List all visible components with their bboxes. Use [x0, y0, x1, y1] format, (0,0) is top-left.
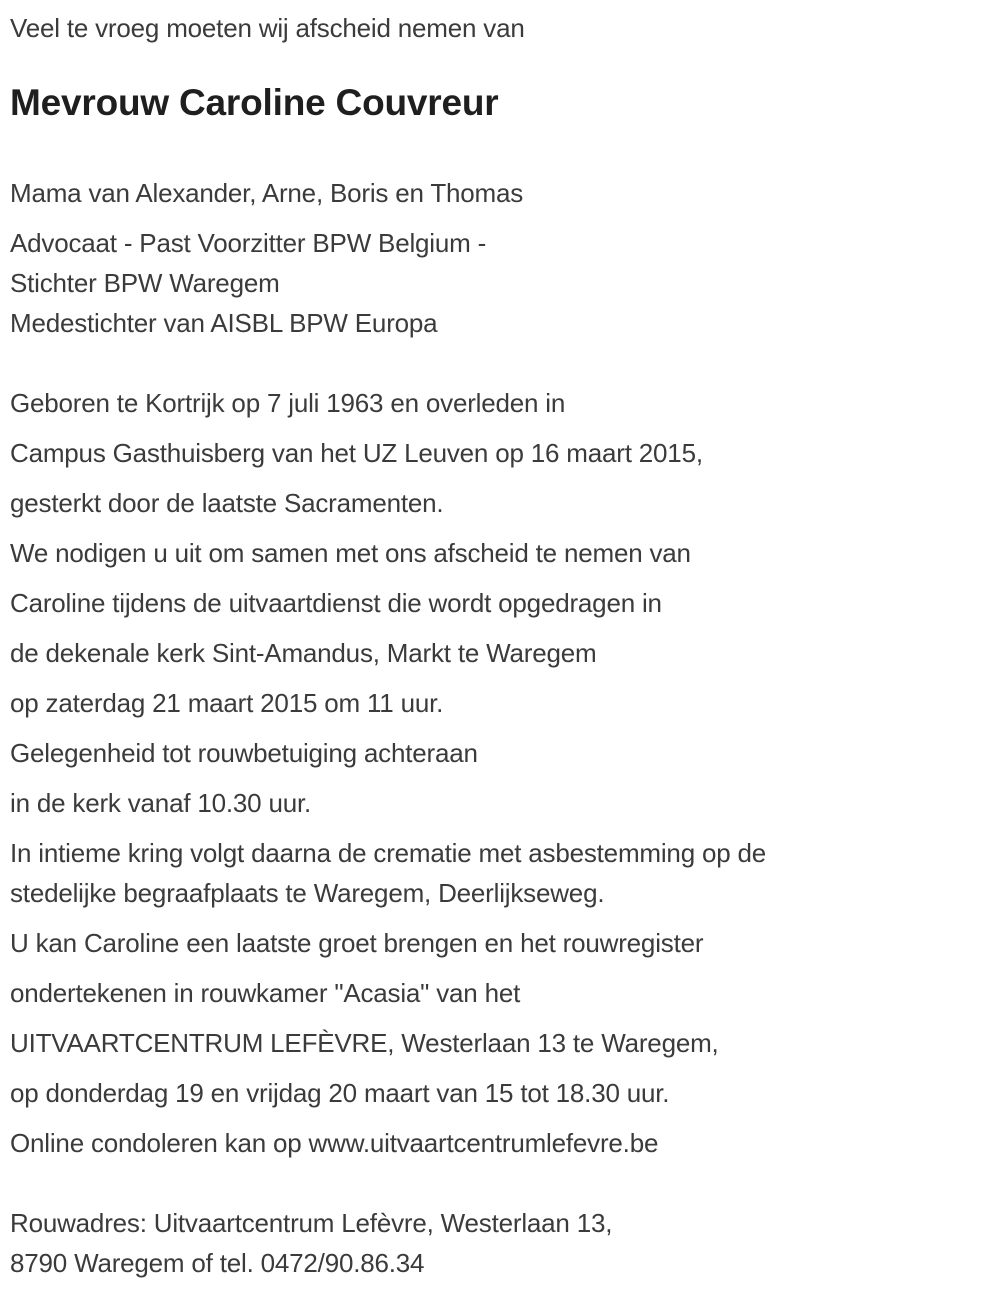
announcement-line-online-condolence: Online condoleren kan op www.uitvaartcentrumlefevre.be	[10, 1128, 659, 1158]
announcement-line-visiting-hours: op donderdag 19 en vrijdag 20 maart van 15 tot 18.30 uur.	[10, 1078, 670, 1108]
roles-paragraph	[10, 223, 986, 343]
announcement-line-funeral-center: UITVAARTCENTRUM LEFÈVRE, Westerlaan 13 te Waregem,	[10, 1028, 719, 1058]
announcement-line-condolence: Gelegenheid tot rouwbetuiging achteraan	[10, 738, 478, 768]
role-line-1: Advocaat - Past Voorzitter BPW Belgium -	[10, 228, 487, 258]
announcement-line-church: de dekenale kerk Sint-Amandus, Markt te Waregem	[10, 638, 597, 668]
cremation-line-1: In intieme kring volgt daarna de crematie met asbestemming op de	[10, 838, 767, 868]
family-line: Mama van Alexander, Arne, Boris en Thomas	[10, 178, 524, 208]
contact-address-line: Rouwadres: Uitvaartcentrum Lefèvre, Westerlaan 13,	[10, 1208, 613, 1238]
announcement-paragraph-cremation	[10, 833, 986, 913]
deceased-name-heading: Mevrouw Caroline Couvreur	[10, 82, 499, 123]
announcement-line-hospital: Campus Gasthuisberg van het UZ Leuven op 16 maart 2015,	[10, 438, 703, 468]
announcement-line-service: Caroline tijdens de uitvaartdienst die wordt opgedragen in	[10, 588, 662, 618]
contact-paragraph	[10, 1203, 986, 1283]
intro-line: Veel te vroeg moeten wij afscheid nemen van	[10, 13, 525, 43]
role-line-2: Stichter BPW Waregem	[10, 268, 280, 298]
announcement-line-condolence-time: in de kerk vanaf 10.30 uur.	[10, 788, 312, 818]
announcement-line-invitation: We nodigen u uit om samen met ons afscheid te nemen van	[10, 538, 691, 568]
cremation-line-2: stedelijke begraafplaats te Waregem, Deerlijkseweg.	[10, 878, 605, 908]
announcement-line-sacraments: gesterkt door de laatste Sacramenten.	[10, 488, 444, 518]
announcement-line-service-date: op zaterdag 21 maart 2015 om 11 uur.	[10, 688, 444, 718]
contact-phone-line: 8790 Waregem of tel. 0472/90.86.34	[10, 1248, 425, 1278]
announcement-line-register: ondertekenen in rouwkamer "Acasia" van het	[10, 978, 521, 1008]
role-line-3: Medestichter van AISBL BPW Europa	[10, 308, 438, 338]
announcement-line-last-greeting: U kan Caroline een laatste groet brengen en het rouwregister	[10, 928, 704, 958]
announcement-line-birth-death: Geboren te Kortrijk op 7 juli 1963 en overleden in	[10, 388, 566, 418]
